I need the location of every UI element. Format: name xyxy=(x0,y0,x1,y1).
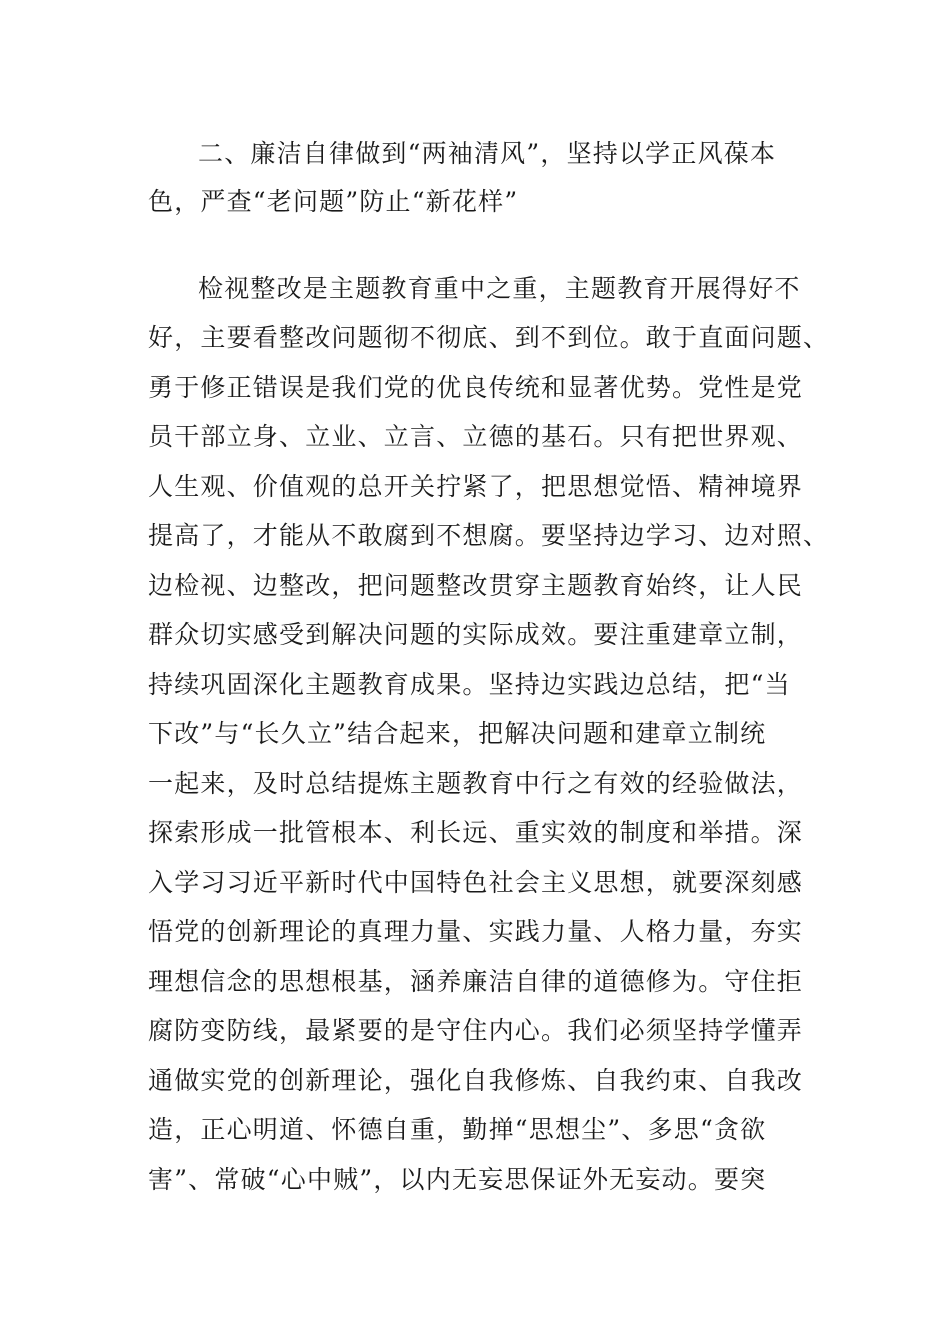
heading-line: 色，严查“老问题”防止“新花样” xyxy=(148,187,519,216)
paragraph-line: 提高了，才能从不敢腐到不想腐。要坚持边学习、边对照、 xyxy=(148,521,830,550)
paragraph-line: 腐防变防线，最紧要的是守住内心。我们必须坚持学懂弄 xyxy=(148,1016,804,1045)
paragraph-line: 群众切实感受到解决问题的实际成效。要注重建章立制， xyxy=(148,620,804,649)
paragraph-line: 悟党的创新理论的真理力量、实践力量、人格力量，夯实 xyxy=(148,917,804,946)
paragraph-line: 一起来，及时总结提炼主题教育中行之有效的经验做法， xyxy=(148,769,804,798)
paragraph-line: 下改”与“长久立”结合起来，把解决问题和建章立制统 xyxy=(148,719,767,748)
paragraph-line: 入学习习近平新时代中国特色社会主义思想，就要深刻感 xyxy=(148,868,804,897)
paragraph-line: 检视整改是主题教育重中之重，主题教育开展得好不 xyxy=(198,274,801,303)
paragraph-line: 探索形成一批管根本、利长远、重实效的制度和举措。深 xyxy=(148,818,804,847)
paragraph-line: 理想信念的思想根基，涵养廉洁自律的道德修为。守住拒 xyxy=(148,967,804,996)
paragraph-line: 持续巩固深化主题教育成果。坚持边实践边总结，把“当 xyxy=(148,670,791,699)
paragraph-line: 好，主要看整改问题彻不彻底、到不到位。敢于直面问题、 xyxy=(148,323,830,352)
paragraph-line: 员干部立身、立业、立言、立德的基石。只有把世界观、 xyxy=(148,422,804,451)
paragraph-line: 边检视、边整改，把问题整改贯穿主题教育始终，让人民 xyxy=(148,571,804,600)
paragraph-line: 人生观、价值观的总开关拧紧了，把思想觉悟、精神境界 xyxy=(148,472,804,501)
paragraph-line: 通做实党的创新理论，强化自我修炼、自我约束、自我改 xyxy=(148,1066,804,1095)
heading-line: 二、廉洁自律做到“两袖清风”，坚持以学正风葆本 xyxy=(198,139,777,168)
paragraph-line: 勇于修正错误是我们党的优良传统和显著优势。党性是党 xyxy=(148,373,804,402)
paragraph-line: 造，正心明道、怀德自重，勤掸“思想尘”、多思“贪欲 xyxy=(148,1115,767,1144)
paragraph-line: 害”、常破“心中贼”，以内无妄思保证外无妄动。要突 xyxy=(148,1165,767,1194)
